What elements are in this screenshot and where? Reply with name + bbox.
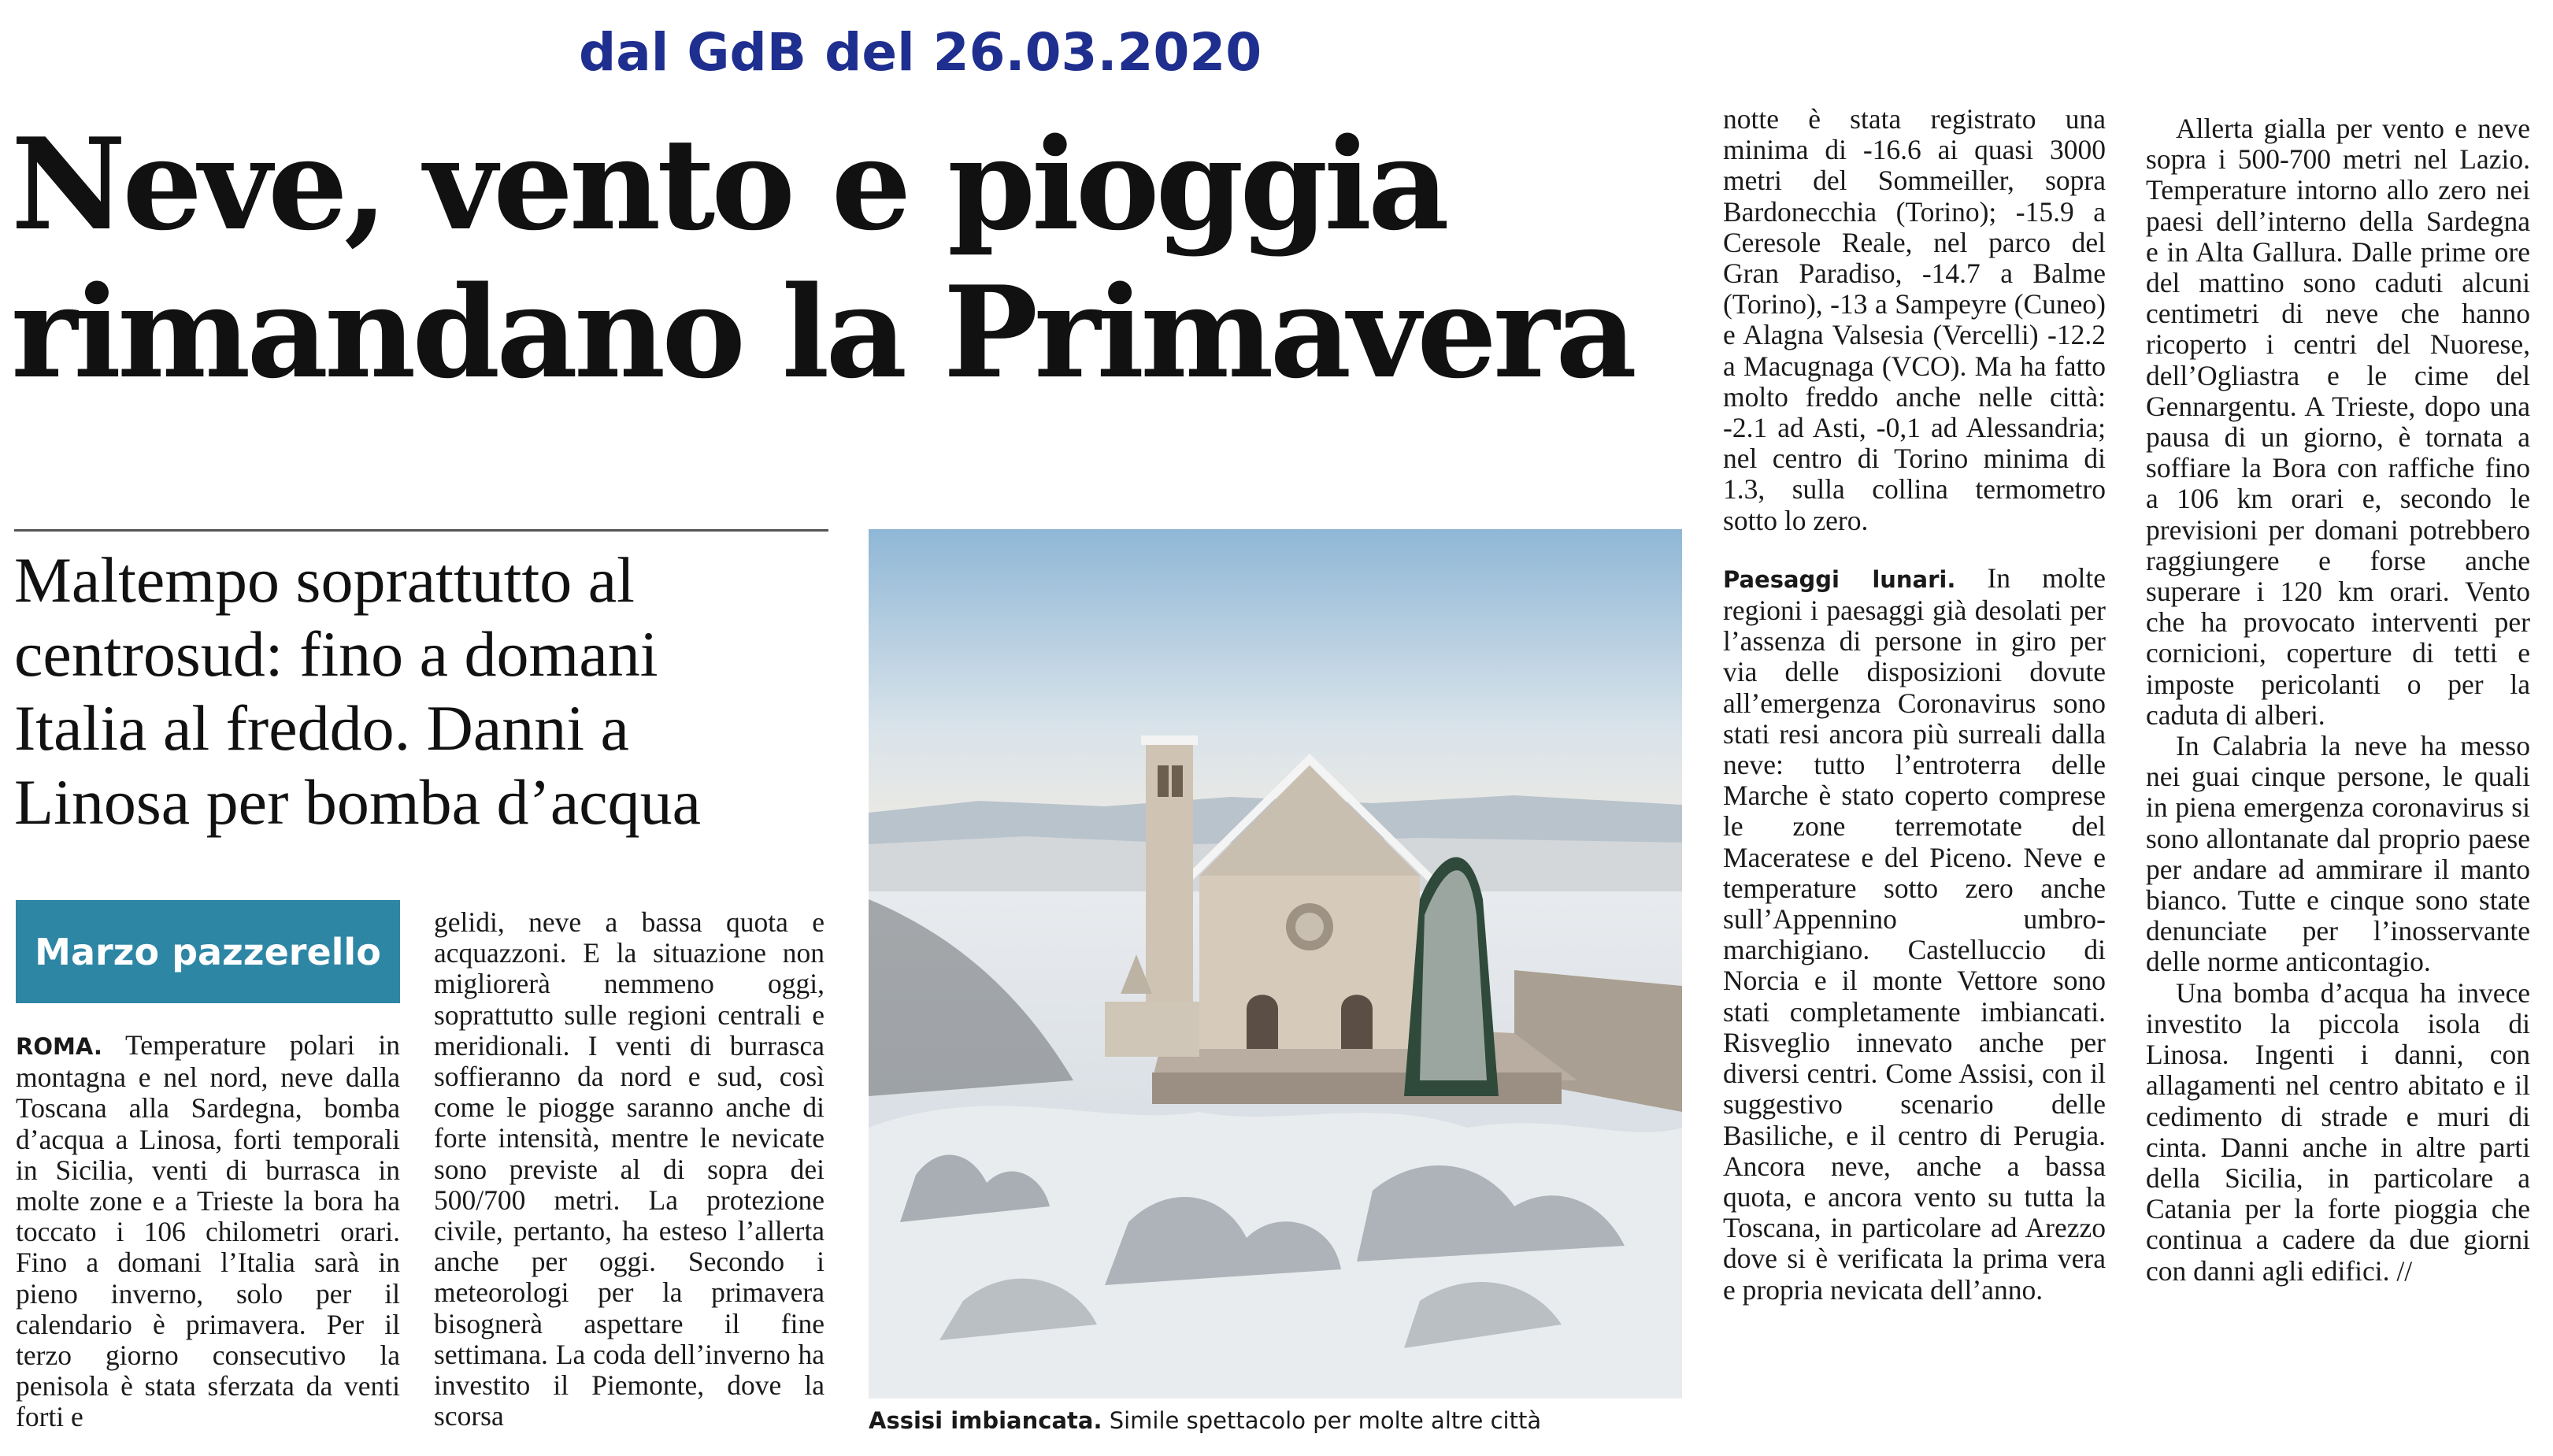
article-paragraph — [16, 1030, 400, 1433]
subheadline — [14, 543, 833, 839]
article-paragraph: Allerta gialla per vento e neve sopra i 500-700 metri nel Lazio. Temperature intorno allo zero nei paesi dell’interno della Sardegna e in Alta Gallura. Dalle prime ore del mattino sono caduti alcuni centimetri di neve che hanno ricoperto i centri del Nuorese, dell’Ogliastra e le cime del Gennargentu. A Trieste, dopo una pausa di un giorno, è tornata a soffiare la Bora con raffiche fino a 106 km orari e, secondo le previsioni per domani potrebbero raggiungere e forse anche superare i 120 km orari. Vento che ha provocato interventi per cornicioni, coperture di tetti e imposte pericolanti o per la caduta di alberi. — [2146, 113, 2530, 731]
headline-line-2: rimandano la Primavera — [11, 258, 1633, 406]
subheadline-line-3: Italia al freddo. Danni a — [14, 692, 629, 764]
headline-line-1: Neve, vento e pioggia — [11, 110, 1446, 258]
article-column-2 — [434, 907, 824, 1432]
section-lead: Paesaggi lunari. — [1723, 565, 1956, 593]
subheadline-line-1: Maltempo soprattutto al — [14, 544, 635, 616]
paragraph-text: In molte regioni i paesaggi già desolati per l’assenza di persone in giro per via delle disposizioni dovute all’emergenza Coronavirus sono stati resi ancora più surreali dalla neve: tutto l’entroterra delle Marche è stato coperto comprese le zone terremotate del Maceratese e del Piceno. Neve e temperature sotto zero anche sull’Appennino umbro-marchigiano. Castelluccio di Norcia e il monte Vettore sono stati completamente imbiancati. Risveglio innevato anche per diversi centri. Come Assisi, con il suggestivo scenario delle Basiliche, e il centro di Perugia. Ancora neve, anche a bassa quota, e ancora vento su tutta la Toscana, in particolare ad Arezzo dove si è verificata la prima vera e propria nevicata dell’anno. — [1723, 561, 2106, 1306]
assisi-photo — [869, 529, 1682, 1399]
section-kicker: Marzo pazzerello — [16, 900, 400, 1003]
article-column-3 — [1723, 104, 2106, 1306]
headline — [11, 110, 1649, 406]
article-paragraph: In Calabria la neve ha messo nei guai cinque persone, le quali in piena emergenza coronavirus si sono allontanate dal proprio paese per andare ad ammirare il manto bianco. Tutte e cinque sono state denunciate per l’inosservante delle norme anticontagio. — [2146, 730, 2530, 978]
article-column-1 — [16, 1030, 400, 1433]
subheadline-line-4: Linosa per bomba d’acqua — [14, 766, 702, 838]
article-column-4 — [2146, 113, 2530, 1287]
caption-lead: Assisi imbiancata. — [869, 1407, 1102, 1434]
paragraph-text: Temperature polari in montagna e nel nord, neve dalla Toscana alla Sardegna, bomba d’acqua a Linosa, forti temporali in Sicilia, venti di burrasca in molte zone e a Trieste la bora ha toccato i 106 chilometri orari. Fino a domani l’Italia sarà in pieno inverno, solo per il calendario è primavera. Per il terzo giorno consecutivo la penisola è stata sferzata da venti forti e — [16, 1029, 400, 1433]
subheadline-line-2: centrosud: fino a domani — [14, 618, 658, 690]
subheadline-rule — [14, 529, 828, 532]
article-paragraph: Una bomba d’acqua ha invece investito la piccola isola di Linosa. Ingenti i danni, con allagamenti nel centro abitato e il cedimento di strade e muri di cinta. Danni anche in altre parti della Sicilia, in particolare a Catania per la forte pioggia che continua a cadere da due giorni con danni agli edifici. // — [2146, 976, 2530, 1287]
article-paragraph: notte è stata registrato una minima di -16.6 ai quasi 3000 metri del Sommeiller, sopra Bardonecchia (Torino); -15.9 a Ceresole Reale, nel parco del Gran Paradiso, -14.7 a Balme (Torino), -13 a Sampeyre (Cuneo) e Alagna Valsesia (Vercelli) -12.2 a Macugnaga (VCO). Ma ha fatto molto freddo anche nelle città: -2.1 ad Asti, -0,1 ad Alessandria; nel centro di Torino minima di 1.3, sulla collina termometro sotto lo zero. — [1723, 103, 2106, 536]
caption-text: Simile spettacolo per molte altre città — [1109, 1407, 1542, 1434]
photo-caption — [869, 1407, 1688, 1434]
source-line: dal GdB del 26.03.2020 — [579, 22, 1262, 83]
article-paragraph: gelidi, neve a bassa quota e acquazzoni. E la situazione non migliorerà nemmeno oggi, soprattutto sulle regioni centrali e meridionali. I venti di burrasca soffieranno da nord e sud, così come le piogge saranno anche di forte intensità, mentre le nevicate sono previste al di sopra dei 500/700 metri. La protezione civile, pertanto, ha esteso l’allerta anche per oggi. Secondo i meteorologi per la primavera bisognerà aspettare il fine settimana. La coda dell’inverno ha investito il Piemonte, dove la scorsa — [434, 906, 824, 1432]
article-paragraph — [1723, 563, 2106, 1306]
dateline: ROMA. — [16, 1033, 102, 1060]
